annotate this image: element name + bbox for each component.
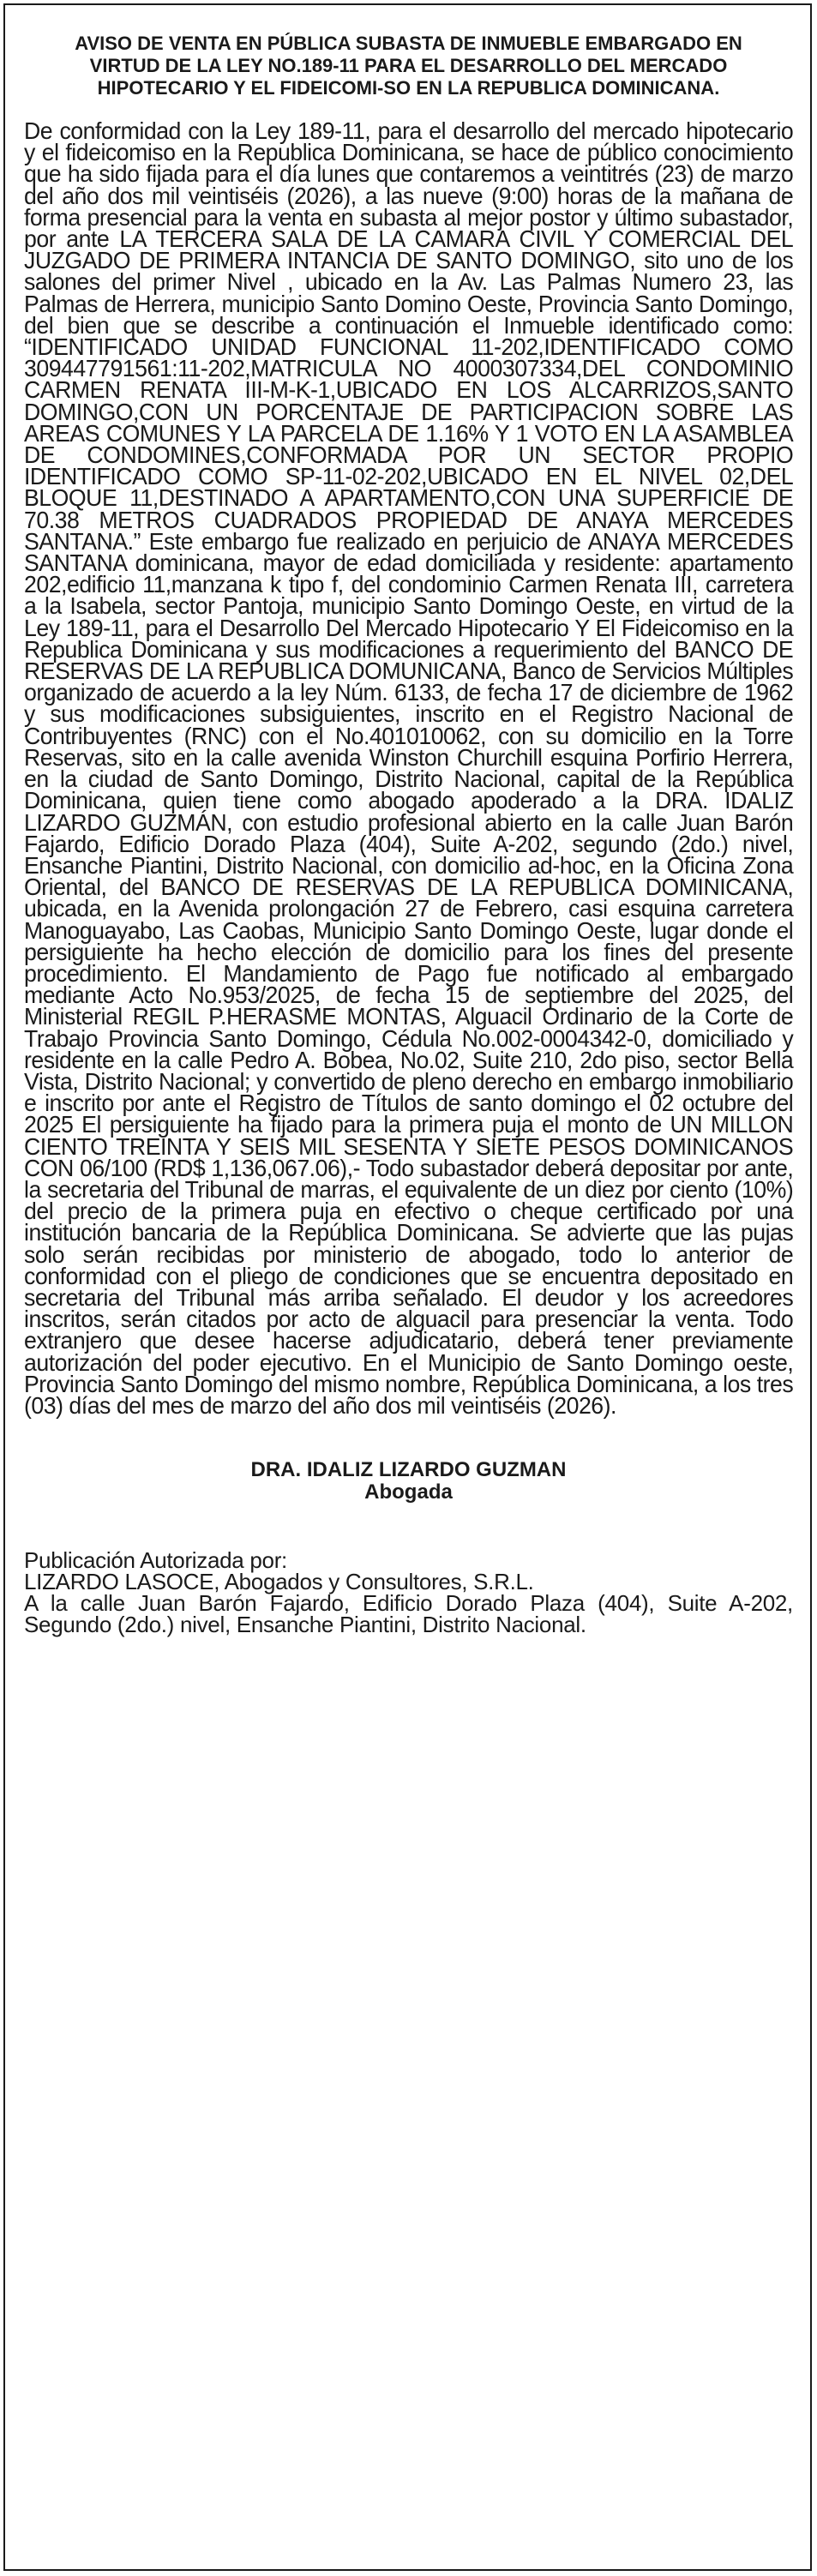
- notice-title: AVISO DE VENTA EN PÚBLICA SUBASTA DE INMUEBLE EMBARGADO EN VIRTUD DE LA LEY NO.189-11 PARA EL DESARROLLO DEL MERCADO HIPOTECARIO Y EL FIDEICOMI-SO EN LA REPUBLICA DOMINICANA.: [75, 33, 742, 99]
- publication-label: Publicación Autorizada por:: [24, 1547, 287, 1574]
- signature-name: DRA. IDALIZ LIZARDO GUZMAN: [250, 1458, 567, 1482]
- notice-body: De conformidad con la Ley 189-11, para el desarrollo del mercado hipotecario y el fideicomiso en la Republica Dominicana, se hace de público conocimiento que ha sido fijada para el día lunes que contaremos a veintitrés (23) de marzo del año dos mil veintiséis (2026), a las nueve (9:00) horas de la mañana de forma presencial para la venta en subasta al mejor postor y último subastador, por ante LA TERCERA SALA DE LA CAMARA CIVIL Y COMERCIAL DEL JUZGADO DE PRIMERA INTANCIA DE SANTO DOMINGO, sito uno de los salones del primer Nivel , ubicado en la Av. Las Palmas Numero 23, las Palmas de Herrera, municipio Santo Domino Oeste, Provincia Santo Domingo, del bien que se describe a continuación el Inmueble identificado como: “IDENTIFICADO UNIDAD FUNCIONAL 11-202,IDENTIFICADO COMO 309447791561:11-202,MATRICULA NO 4000307334,DEL CONDOMINIO CARMEN RENATA III-M-K-1,UBICADO EN LOS ALCARRIZOS,SANTO DOMINGO,CON UN PORCENTAJE DE PARTICIPACION SOBRE LAS AREAS COMUNES Y LA PARCELA DE 1.16% Y 1 VOTO EN LA ASAMBLEA DE CONDOMINES,CONFORMADA POR UN SECTOR PROPIO IDENTIFICADO COMO SP-11-02-202,UBICADO EN EL NIVEL 02,DEL BLOQUE 11,DESTINADO A APARTAMENTO,CON UNA SUPERFICIE DE 70.38 METROS CUADRADOS PROPIEDAD DE ANAYA MERCEDES SANTANA.” Este embargo fue realizado en perjuicio de ANAYA MERCEDES SANTANA dominicana, mayor de edad domiciliada y residente: apartamento 202,edificio 11,manzana k tipo f, del condominio Carmen Renata III, carretera a la Isabela, sector Pantoja, municipio Santo Domingo Oeste, en virtud de la Ley 189-11, para el Desarrollo Del Mercado Hipotecario Y El Fideicomiso en la Republica Dominicana y sus modificaciones a requerimiento del BANCO DE RESERVAS DE LA REPUBLICA DOMUNICANA, Banco de Servicios Múltiples organizado de acuerdo a la ley Núm. 6133, de fecha 17 de diciembre de 1962 y sus modificaciones subsiguientes, inscrito en el Registro Nacional de Contribuyentes (RNC) con el No.401010062, con su domicilio en la Torre Reservas, sito en la calle avenida Winston Churchill esquina Porfirio Herrera, en la ciudad de Santo Domingo, Distrito Nacional, capital de la República Dominicana, quien tiene como abogado apoderado a la DRA. IDALIZ LIZARDO GUZMÁN, con estudio profesional abierto en la calle Juan Barón Fajardo, Edificio Dorado Plaza (404), Suite A-202, segundo (2do.) nivel, Ensanche Piantini, Distrito Nacional, con domicilio ad-hoc, en la Oficina Zona Oriental, del BANCO DE RESERVAS DE LA REPUBLICA DOMINICANA, ubicada, en la Avenida prolongación 27 de Febrero, casi esquina carretera Manoguayabo, Las Caobas, Municipio Santo Domingo Oeste, lugar donde el persiguiente ha hecho elección de domicilio para los fines del presente procedimiento. El Mandamiento de Pago fue notificado al embargado mediante Acto No.953/2025, de fecha 15 de septiembre del 2025, del Ministerial REGIL P.HERASME MONTAS, Alguacil Ordinario de la Corte de Trabajo Provincia Santo Domingo, Cédula No.002-0004342-0, domiciliado y residente en la calle Pedro A. Bobea, No.02, Suite 210, 2do piso, sector Bella Vista, Distrito Nacional; y convertido de pleno derecho en embargo inmobiliario e inscrito por ante el Registro de Títulos de santo domingo el 02 octubre del 2025 El persiguiente ha fijado para la primera puja el monto de UN MILLON CIENTO TREINTA Y SEIS MIL SESENTA Y SIETE PESOS DOMINICANOS CON 06/100 (RD$ 1,136,067.06),- Todo subastador deberá depositar por ante, la secretaria del Tribunal de marras, el equivalente de un diez por ciento (10%) del precio de la primera puja en efectivo o cheque certificado por una institución bancaria de la República Dominicana. Se advierte que las pujas solo serán recibidas por ministerio de abogado, todo lo anterior de conformidad con el pliego de condiciones que se encuentra depositado en secretaria del Tribunal más arriba señalado. El deudor y los acreedores inscritos, serán citados por acto de alguacil para presenciar la venta. Todo extranjero que desee hacerse adjudicatario, deberá tener previamente autorización del poder ejecutivo. En el Municipio de Santo Domingo oeste, Provincia Santo Domingo del mismo nombre, República Dominicana, a los tres (03) días del mes de marzo del año dos mil veintiséis (2026).: [24, 117, 794, 1419]
- publication-address: A la calle Juan Barón Fajardo, Edificio Dorado Plaza (404), Suite A-202, Segundo (2do.) nivel, Ensanche Piantini, Distrito Nacional.: [24, 1590, 793, 1638]
- notice-content: [24, 33, 793, 1636]
- publication-block: [24, 1547, 793, 1638]
- signature-block: [24, 1459, 793, 1504]
- publication-firm: LIZARDO LASOCE, Abogados y Consultores, S.R.L.: [24, 1569, 534, 1595]
- signature-role: Abogada: [364, 1480, 453, 1504]
